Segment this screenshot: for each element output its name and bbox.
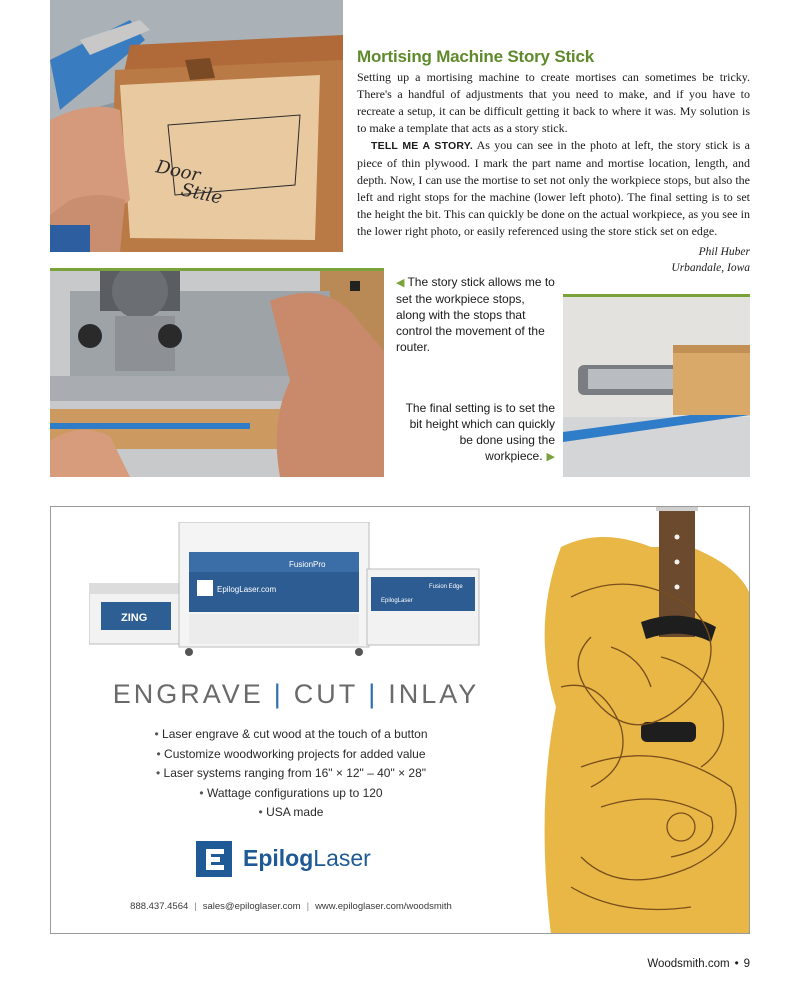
machine-brand-label: EpilogLaser.com [217, 585, 277, 594]
ad-phone[interactable]: 888.437.4564 [130, 901, 189, 912]
photo-bit-height [563, 297, 750, 477]
caption-final-setting-text: The final setting is to set the bit height which can quickly be done using the workpiece. [405, 401, 555, 463]
arrow-left-icon: ◀ [396, 277, 405, 289]
ad-email[interactable]: sales@epiloglaser.com [202, 901, 301, 912]
ad-website-link[interactable]: www.epiloglaser.com/woodsmith [315, 901, 452, 912]
brand-bold: Epilog [243, 845, 314, 871]
photo-mortiser-setup [50, 271, 384, 477]
ad-feature-list [51, 725, 531, 823]
article-title: Mortising Machine Story Stick [357, 47, 594, 66]
ad-feature-item: • Wattage configurations up to 120 [51, 784, 531, 804]
brand-light: Laser [313, 845, 371, 871]
article [357, 47, 750, 276]
ad-feature-item: • USA made [51, 803, 531, 823]
handwriting-stile: Stile [178, 179, 225, 209]
caption-final-setting [395, 400, 555, 465]
headline-cut: CUT [293, 679, 359, 709]
handwriting-door: Door [153, 156, 203, 187]
ad-feature-item: • Customize woodworking projects for added value [51, 745, 531, 765]
engraved-guitar-image [541, 507, 750, 934]
machine-fusionpro-label: FusionPro [289, 560, 326, 569]
caption-story-stick-text: The story stick allows me to set the workpiece stops, along with the stops that control the movement of the router. [396, 275, 555, 354]
photo-story-stick [50, 0, 343, 252]
article-paragraph-1: Setting up a mortising machine to create mortises can sometimes be tricky. There's a handful of adjustments that you need to make, and if you have to recreate a setup, it can be difficult getting it back to where it was. My solution is to make a template that acts as a story stick. [357, 70, 750, 135]
author-name: Phil Huber [698, 246, 750, 258]
ad-headline: ENGRAVE | CUT | INLAY [112, 679, 480, 709]
machine-zing-label: ZING [121, 612, 148, 624]
caption-story-stick [396, 274, 556, 355]
laser-machines-illustration [89, 522, 489, 662]
page-footer [647, 958, 750, 970]
paragraph-2-body: As you can see in the photo at left, the story stick is a piece of thin plywood. I mark the part name and mortise location, length, and depth. Now, I can use the mortise to set not only the workpiece stops, but also the left and right stops for the machine (lower left photo). The final setting is to set the height the bit. This can quickly be done on the actual workpiece, as you see in the lower right photo, or easily referenced using the store stick set on edge. [357, 138, 751, 238]
footer-site: Woodsmith.com [647, 958, 730, 970]
article-paragraph-2 [357, 137, 750, 240]
ad-contact-line: 888.437.4564 | sales@epiloglaser.com | www.epiloglaser.com/woodsmith [130, 901, 452, 912]
arrow-right-icon: ▶ [546, 451, 555, 463]
machine-right-brand-label: EpilogLaser [381, 598, 413, 604]
byline [357, 244, 750, 276]
ad-feature-item: • Laser engrave & cut wood at the touch of a button [51, 725, 531, 745]
paragraph-lead-in: TELL ME A STORY. [371, 140, 473, 152]
page-number: 9 [743, 958, 750, 970]
headline-engrave: ENGRAVE [112, 679, 264, 709]
headline-inlay: INLAY [388, 679, 480, 709]
bullet-separator: • [734, 958, 739, 970]
ad-feature-item: • Laser systems ranging from 16" × 12" – 40" × 28" [51, 764, 531, 784]
advertisement-epilog[interactable] [50, 506, 750, 934]
epilog-brand-wordmark [243, 845, 371, 872]
epilog-logo-icon [196, 841, 236, 881]
machine-fusion-edge-label: Fusion Edge [429, 584, 463, 590]
author-location: Urbandale, Iowa [671, 262, 750, 274]
